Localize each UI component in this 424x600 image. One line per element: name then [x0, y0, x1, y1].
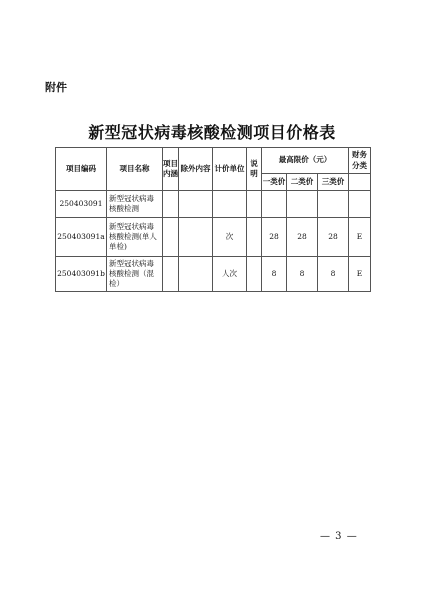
- cell-tier2: [287, 191, 318, 218]
- cell-name: 新型冠状病毒核酸检测（混检）: [107, 257, 163, 292]
- cell-tier1: 28: [262, 218, 287, 257]
- cell-tier1: [262, 191, 287, 218]
- cell-content: [163, 218, 179, 257]
- cell-code: 250403091a: [56, 218, 107, 257]
- cell-unit: 人次: [213, 257, 247, 292]
- cell-tier3: 8: [318, 257, 349, 292]
- cell-unit: 次: [213, 218, 247, 257]
- header-tier1: 一类价: [262, 174, 287, 191]
- table-row: [56, 218, 371, 257]
- page-number: — 3 —: [320, 531, 358, 542]
- cell-notes: [247, 218, 262, 257]
- cell-finance: [349, 191, 371, 218]
- cell-notes: [247, 257, 262, 292]
- cell-name: 新型冠状病毒核酸检测: [107, 191, 163, 218]
- header-tier3: 三类价: [318, 174, 349, 191]
- header-finance: 财务分类: [349, 148, 371, 174]
- cell-code: 250403091: [56, 191, 107, 218]
- document-title: 新型冠状病毒核酸检测项目价格表: [88, 123, 336, 142]
- cell-exclusions: [179, 257, 213, 292]
- cell-tier2: 8: [287, 257, 318, 292]
- header-name: 项目名称: [107, 148, 163, 191]
- table-row: [56, 257, 371, 292]
- cell-exclusions: [179, 191, 213, 218]
- cell-tier3: 28: [318, 218, 349, 257]
- header-code: 项目编码: [56, 148, 107, 191]
- table-header-row: [56, 148, 371, 174]
- cell-tier3: [318, 191, 349, 218]
- header-unit: 计价单位: [213, 148, 247, 191]
- cell-unit: [213, 191, 247, 218]
- header-notes: 说明: [247, 148, 262, 191]
- cell-name: 新型冠状病毒核酸检测(单人单检): [107, 218, 163, 257]
- header-finance-blank: [349, 174, 371, 191]
- table-row: [56, 191, 371, 218]
- cell-code: 250403091b: [56, 257, 107, 292]
- cell-content: [163, 257, 179, 292]
- cell-tier2: 28: [287, 218, 318, 257]
- header-max-price: 最高限价（元）: [262, 148, 349, 174]
- cell-content: [163, 191, 179, 218]
- cell-notes: [247, 191, 262, 218]
- cell-finance: E: [349, 218, 371, 257]
- attachment-label: 附件: [45, 81, 67, 94]
- header-content: 项目内涵: [163, 148, 179, 191]
- header-tier2: 二类价: [287, 174, 318, 191]
- header-exclusions: 除外内容: [179, 148, 213, 191]
- cell-tier1: 8: [262, 257, 287, 292]
- cell-finance: E: [349, 257, 371, 292]
- cell-exclusions: [179, 218, 213, 257]
- price-table: [55, 147, 371, 292]
